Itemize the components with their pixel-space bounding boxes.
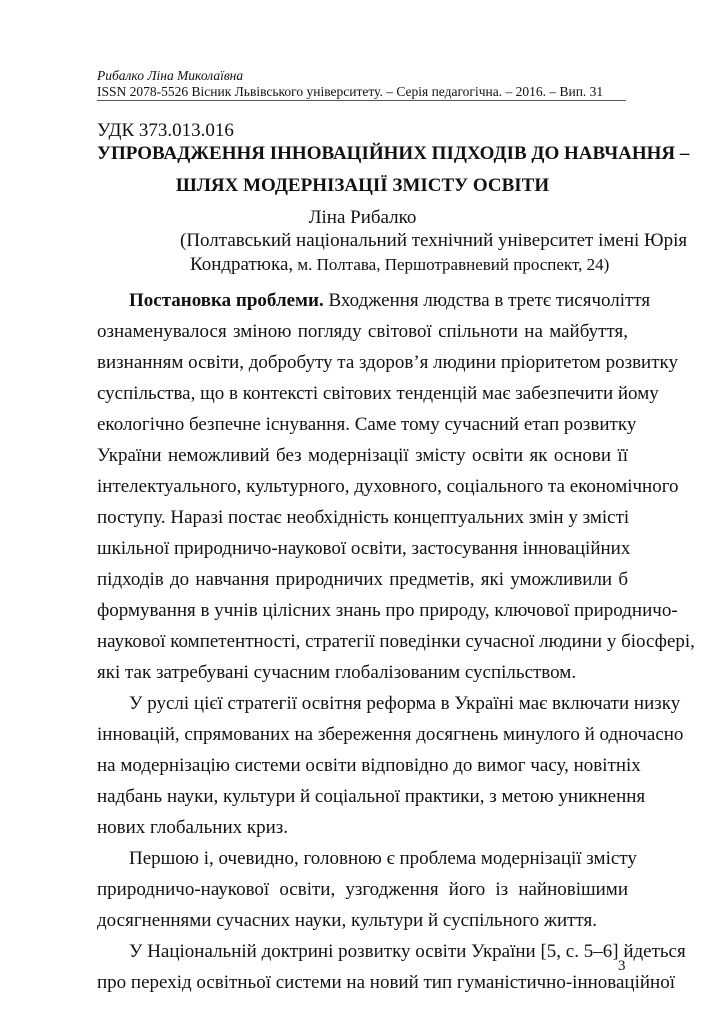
page-number: 3 <box>618 958 626 974</box>
line-text: надбань науки, культури й соціальної практики, з метою уникнення <box>97 786 646 807</box>
paragraph-line <box>97 843 637 874</box>
paragraph-line <box>97 533 631 564</box>
paragraph-line <box>97 874 628 905</box>
paragraph-line <box>97 285 651 316</box>
line-text: інтелектуального, культурного, духовного, соціального та економічного <box>97 476 679 497</box>
line-text: суспільства, що в контексті світових тенденцій має забезпечити йому <box>97 383 659 404</box>
line-text: природничо-наукової освіти, узгодження його із найновішими <box>97 879 628 900</box>
affiliation-line-2 <box>190 254 609 276</box>
paragraph-line <box>97 657 628 688</box>
paragraph-line <box>97 936 686 967</box>
line-text: інновацій, спрямованих на збереження досягнень минулого й одночасно <box>97 724 684 745</box>
paragraph-line <box>97 626 695 657</box>
paragraph-line <box>97 564 628 595</box>
affiliation-university: Кондратюка, <box>190 254 294 275</box>
paragraph-line <box>97 595 678 626</box>
line-text: формування в учнів цілісних знань про природу, ключової природничо- <box>97 600 678 621</box>
paragraph-line <box>97 347 678 378</box>
paragraph-line <box>97 502 628 533</box>
article-body <box>97 285 695 998</box>
paragraph-line <box>97 750 641 781</box>
line-text: які так затребувані сучасним глобалізованим суспільством. <box>97 662 577 683</box>
paragraph-line <box>97 967 675 998</box>
section-lead: Постановка проблеми. <box>129 290 324 311</box>
line-text: досягненнями сучасних науки, культури й суспільного життя. <box>97 910 597 931</box>
paragraph-line <box>97 378 659 409</box>
line-text: України неможливий без модернізації змісту освіти як основи її <box>97 445 628 466</box>
line-text: Першою і, очевидно, головною є проблема модернізації змісту <box>129 848 637 869</box>
running-header-author: Рибалко Ліна Миколаївна <box>97 68 244 83</box>
line-text: ознаменувалося зміною поглядy світової спільноти на майбуття, <box>97 321 628 342</box>
paragraph-line <box>97 781 646 812</box>
line-text: на модернізацію системи освіти відповідно до вимог часу, новітніх <box>97 755 641 776</box>
paragraph-line <box>97 688 681 719</box>
author-name: Ліна Рибалко <box>308 207 417 228</box>
paragraph-line <box>97 409 637 440</box>
affiliation-line-1: (Полтавський національний технічний університет імені Юрія <box>180 230 688 251</box>
paragraph-line <box>97 471 679 502</box>
line-text: визнанням освіти, добробуту та здоров’я людини пріоритетом розвитку <box>97 352 678 373</box>
line-text: У Національній доктрині розвитку освіти України [5, с. 5–6] йдеться <box>129 941 686 962</box>
paragraph-line <box>97 812 628 843</box>
line-text: шкільної природничо-наукової освіти, застосування інноваційних <box>97 538 631 559</box>
paragraph-line <box>97 905 628 936</box>
udk-code: УДК 373.013.016 <box>97 120 234 141</box>
line-text: нових глобальних криз. <box>97 817 289 838</box>
line-text: У руслі цієї стратегії освітня реформа в Україні має включати низку <box>129 693 681 714</box>
paragraph-line <box>97 440 628 471</box>
line-text: наукової компетентності, стратегії поведінки сучасної людини у біосфері, <box>97 631 695 652</box>
line-text: про перехід освітньої системи на новий тип гуманістично-інноваційної <box>97 972 675 993</box>
affiliation-address: м. Полтава, Першотравневий проспект, 24) <box>293 255 610 274</box>
line-text: підходів до навчання природничих предметів, які уможливили б <box>97 569 628 590</box>
paragraph-line <box>97 316 628 347</box>
article-title-line-2: ШЛЯХ МОДЕРНІЗАЦІЇ ЗМІСТУ ОСВІТИ <box>175 175 550 196</box>
paragraph-line <box>97 719 684 750</box>
running-header-journal: ISSN 2078-5526 Вісник Львівського університету. – Серія педагогічна. – 2016. – Вип. 31 <box>97 84 626 101</box>
line-text: екологічно безпечне існування. Саме тому сучасний етап розвитку <box>97 414 637 435</box>
line-text: поступу. Наразі постає необхідність концептуальних змін у змісті <box>97 507 630 528</box>
article-title-line-1: УПРОВАДЖЕННЯ ІННОВАЦІЙНИХ ПІДХОДІВ ДО НАВЧАННЯ – <box>97 143 690 164</box>
line-text: Входження людства в третє тисячоліття <box>323 290 651 311</box>
